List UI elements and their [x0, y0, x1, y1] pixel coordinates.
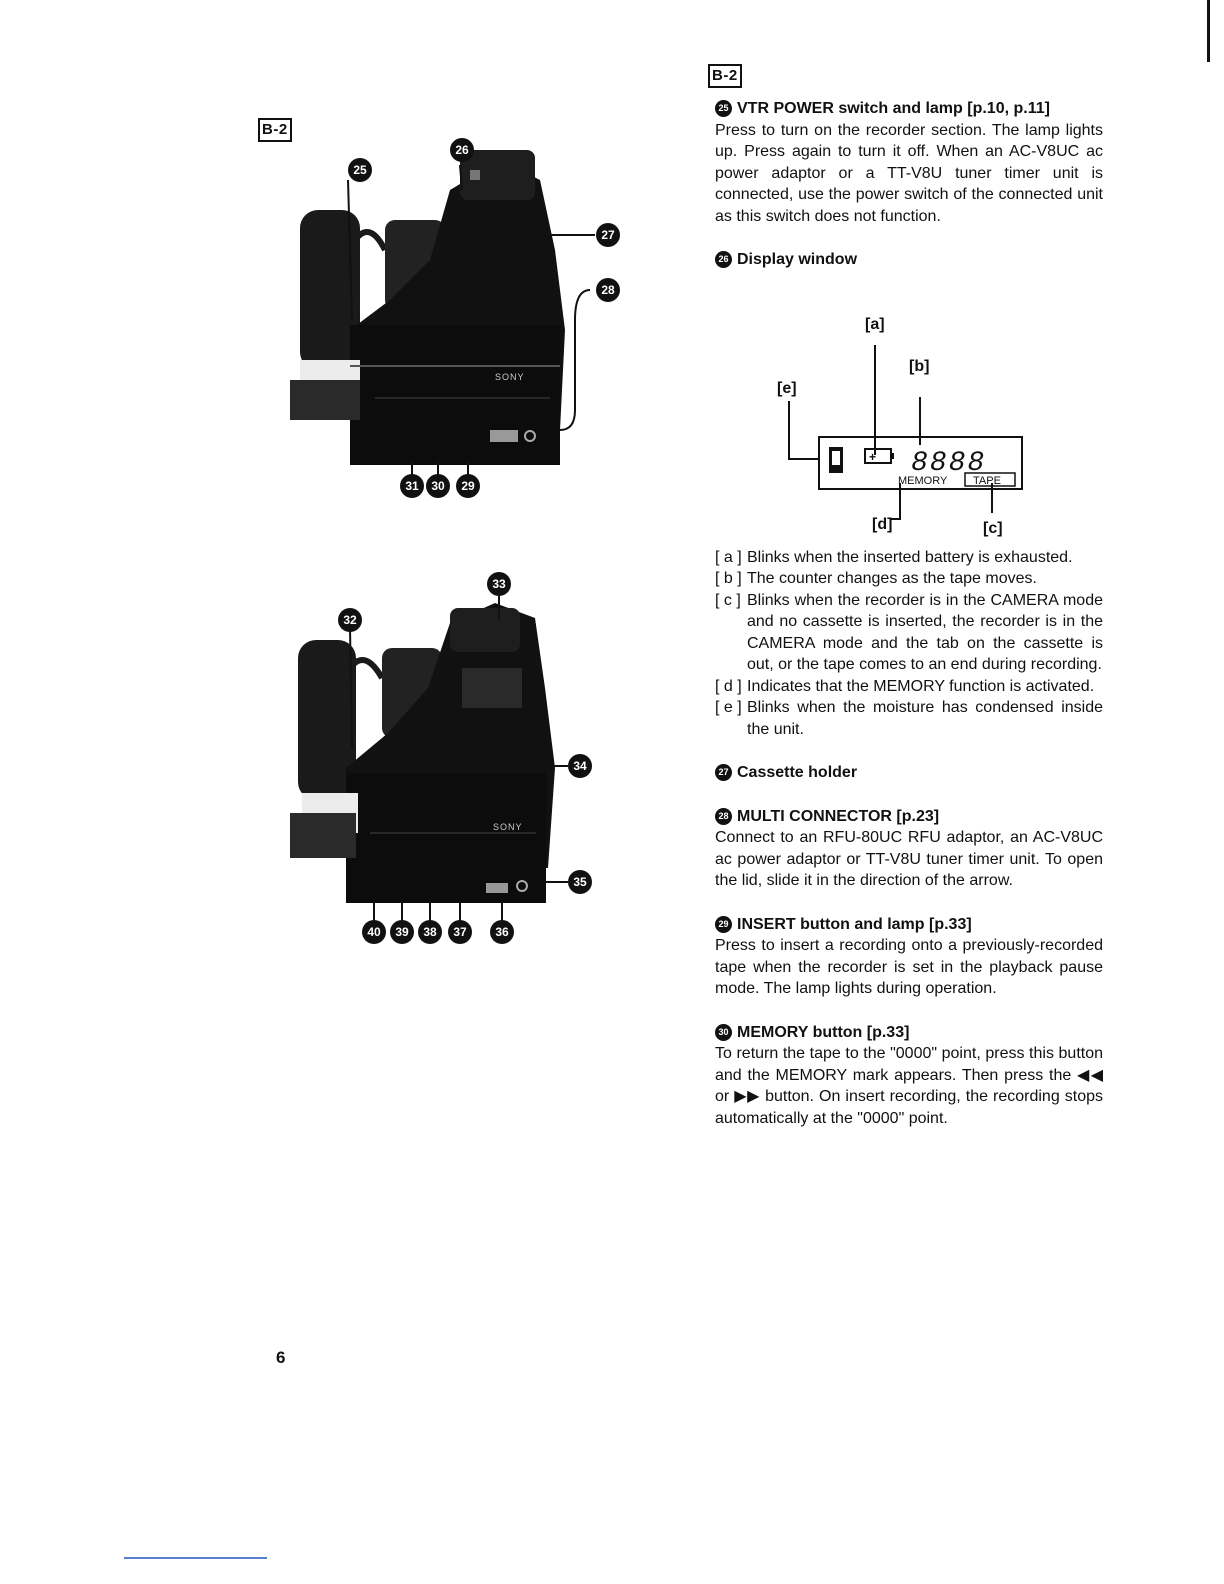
camcorder-illustration-bottom: [290, 568, 600, 948]
legend-key: [ c ]: [715, 591, 741, 609]
item-number-badge: 30: [715, 1024, 732, 1041]
section-label-right: B-2: [708, 64, 742, 88]
callout-33: 33: [487, 572, 511, 596]
callout-34: 34: [568, 754, 592, 778]
callout-25: 25: [348, 158, 372, 182]
legend-item: [715, 547, 1103, 569]
label-c: [c]: [983, 519, 1003, 537]
description-column: [715, 98, 1103, 1151]
callout-32: 32: [338, 608, 362, 632]
item-number-badge: 28: [715, 808, 732, 825]
callout-37: 37: [448, 920, 472, 944]
tape-indicator: TAPE: [973, 474, 1001, 487]
legend-text: Indicates that the MEMORY function is activated.: [747, 677, 1095, 695]
label-a: [a]: [865, 315, 885, 333]
legend-key: [ d ]: [715, 677, 742, 695]
label-b: [b]: [909, 357, 930, 375]
scan-edge-mark: [1207, 0, 1210, 62]
legend-text: Blinks when the recorder is in the CAMERA mode and no cassette is inserted, the recorder is in the CAMERA mode and the tab on the cassette is out, or the tape comes to an end during recording.: [747, 591, 1103, 673]
callout-36: 36: [490, 920, 514, 944]
callout-29: 29: [456, 474, 480, 498]
display-window-diagram: [715, 277, 1103, 537]
callout-40: 40: [362, 920, 386, 944]
legend-key: [ b ]: [715, 570, 742, 587]
item-number-badge: 29: [715, 916, 732, 933]
section-title: MEMORY button [p.33]: [737, 1023, 910, 1041]
counter-digits: 8888: [911, 447, 987, 479]
section-heading: [715, 249, 1103, 271]
section-heading: [715, 762, 1103, 784]
legend-text: Blinks when the moisture has condensed inside the unit.: [747, 699, 1103, 738]
legend-key: [ a ]: [715, 548, 742, 566]
label-d: [d]: [872, 515, 893, 533]
callout-28: 28: [596, 278, 620, 302]
legend-item: [715, 697, 1103, 740]
camcorder-illustration-top: [290, 130, 630, 510]
page-number: 6: [276, 1348, 286, 1367]
section-body: Connect to an RFU-80UC RFU adaptor, an AC-V8UC ac power adaptor or TT-V8U tuner timer unit. To open the lid, slide it in the direction of the arrow.: [715, 829, 1103, 889]
callout-38: 38: [418, 920, 442, 944]
callout-27: 27: [596, 223, 620, 247]
section-memory-button: [715, 1022, 1103, 1130]
legend-item: [715, 568, 1103, 590]
section-label-left: B-2: [258, 118, 292, 142]
callout-31: 31: [400, 474, 424, 498]
section-title: VTR POWER switch and lamp [p.10, p.11]: [737, 100, 1050, 117]
callout-26: 26: [450, 138, 474, 162]
section-body: Press to turn on the recorder section. The lamp lights up. Press again to turn it off. When an AC-V8UC ac power adaptor or a TT-V8U tuner timer unit is connected, use the power switch of the connected unit as this switch does not function.: [715, 121, 1103, 225]
section-title: Cassette holder: [737, 764, 858, 781]
section-multi-connector: [715, 806, 1103, 892]
footer-rule: [124, 1557, 267, 1559]
section-body: Press to insert a recording onto a previously-recorded tape when the recorder is set in the playback pause mode. The lamp lights during operation.: [715, 937, 1103, 997]
display-legend: [715, 547, 1103, 741]
memory-indicator: MEMORY: [898, 474, 948, 487]
section-title: INSERT button and lamp [p.33]: [737, 915, 972, 933]
svg-text:+: +: [869, 449, 877, 464]
item-number-badge: 27: [715, 764, 732, 781]
section-heading: [715, 806, 1103, 828]
legend-item: [715, 590, 1103, 676]
legend-key: [ e ]: [715, 699, 742, 716]
label-e: [e]: [777, 379, 797, 397]
legend-text: The counter changes as the tape moves.: [747, 570, 1037, 587]
brand-logo-bottom: SONY: [493, 822, 523, 832]
section-heading: [715, 914, 1103, 936]
section-heading: [715, 1022, 1103, 1044]
callout-39: 39: [390, 920, 414, 944]
callout-35: 35: [568, 870, 592, 894]
legend-item: [715, 676, 1103, 698]
item-number-badge: 25: [715, 100, 732, 117]
section-vtr-power: [715, 98, 1103, 227]
callout-30: 30: [426, 474, 450, 498]
section-heading: [715, 98, 1103, 120]
section-body: To return the tape to the "0000" point, press this button and the MEMORY mark appears. Then press the ◀◀ or ▶▶ button. On insert recording, the recording stops automatically at the "0000" point.: [715, 1045, 1103, 1127]
section-insert-button: [715, 914, 1103, 1000]
legend-text: Blinks when the inserted battery is exhausted.: [747, 548, 1073, 566]
section-title: Display window: [737, 251, 858, 268]
display-window-svg: [715, 277, 1103, 537]
section-cassette-holder: [715, 762, 1103, 784]
brand-logo-top: SONY: [495, 372, 525, 382]
section-title: MULTI CONNECTOR [p.23]: [737, 807, 940, 825]
camcorder-photo-bottom: [290, 568, 600, 948]
camcorder-photo-top: [290, 130, 630, 510]
section-display-window: [715, 249, 1103, 537]
item-number-badge: 26: [715, 251, 732, 268]
